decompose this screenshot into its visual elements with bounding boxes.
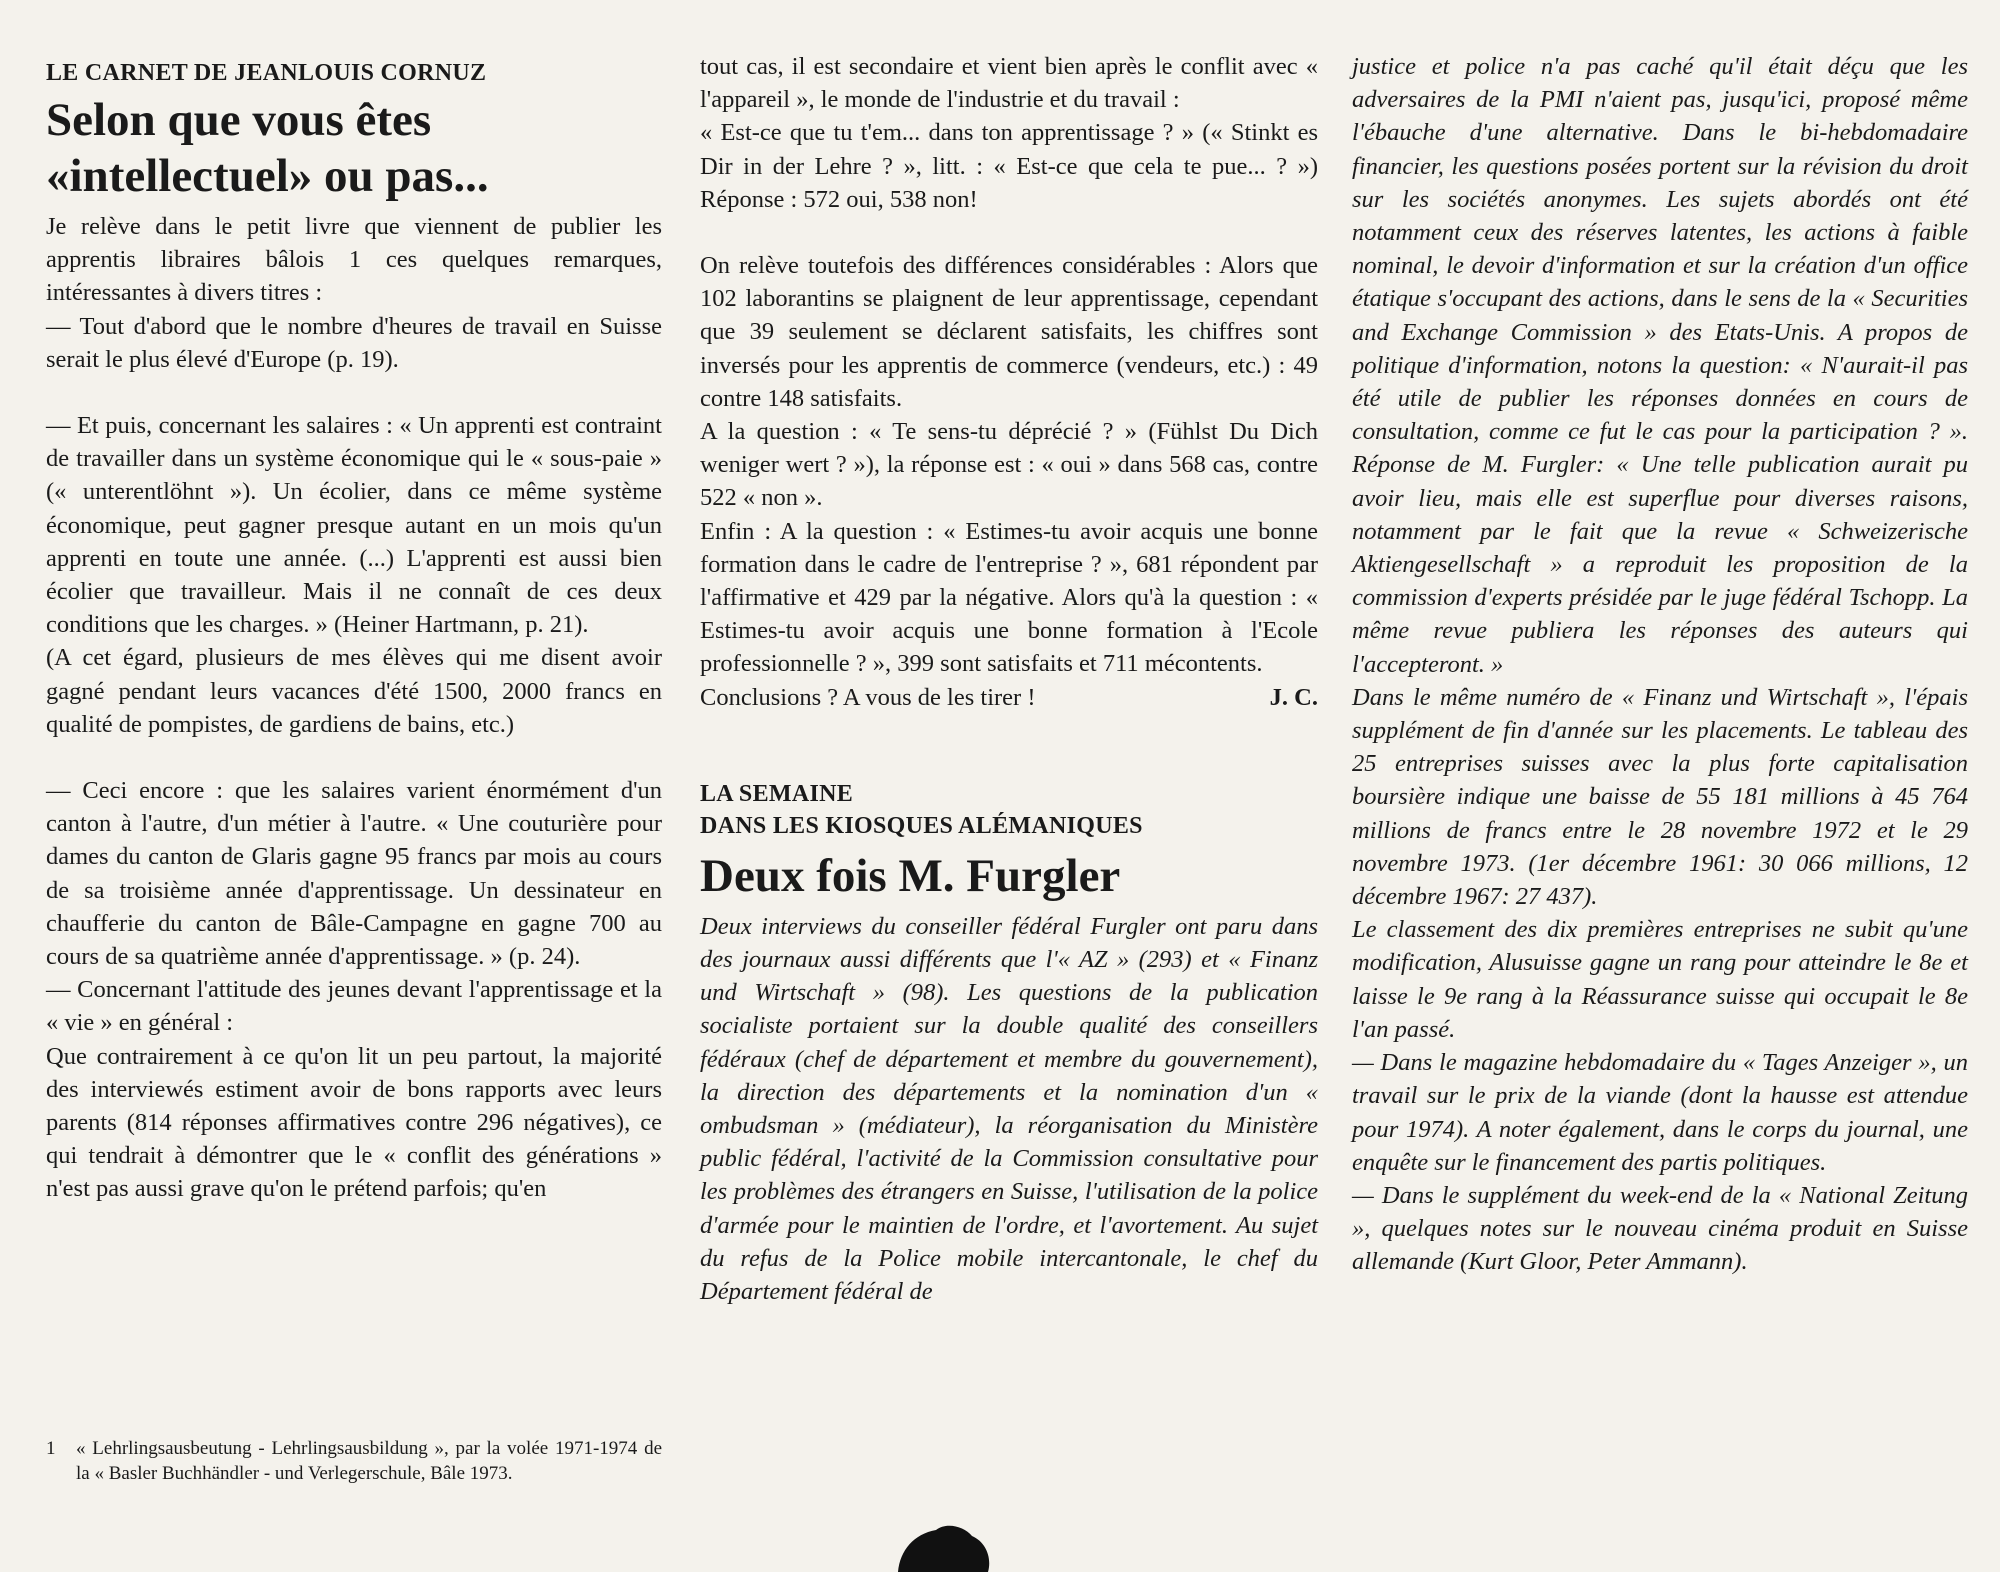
headline-line-1: Selon que vous êtes bbox=[46, 94, 432, 146]
column-1 bbox=[46, 50, 662, 1206]
article-headline bbox=[46, 92, 662, 204]
article-kicker: LE CARNET DE JEANLOUIS CORNUZ bbox=[46, 60, 487, 86]
paragraph: Que contrairement à ce qu'on lit un peu partout, la majorité des interviewés estiment avoir de bons rapports avec leurs parents (814 réponses affirmatives contre 296 négatives), ce qui tendrait à démontrer que le « conflit des générations » n'est pas aussi grave qu'on le prétend parfois; qu'en bbox=[46, 1042, 662, 1203]
article-body bbox=[700, 910, 1318, 1308]
ink-blot-icon bbox=[880, 1520, 1000, 1572]
paragraph: Dans le même numéro de « Finanz und Wirtschaft », l'épais supplément de fin d'année sur les placements. Le tableau des 25 entreprises suisses avec la plus forte capitalisation boursière indique une baisse de 55 181 millions à 45 764 millions de francs entre le 28 novembre 1972 et le 29 novembre 1973. (1er décembre 1961: 30 066 millions, 12 décembre 1967: 27 437). bbox=[1352, 683, 1968, 911]
article-kicker bbox=[700, 778, 1318, 842]
paragraph: « Est-ce que tu t'em... dans ton apprentissage ? » (« Stinkt es Dir in der Lehre ? », litt. : « Est-ce que cela te pue... ? ») Réponse : 572 oui, 538 non! bbox=[700, 119, 1318, 213]
paragraph: Enfin : A la question : « Estimes-tu avoir acquis une bonne formation dans le cadre de l'entreprise ? », 681 répondent par l'affirmative et 429 par la négative. Alors qu'à la question : « Estimes-tu avoir acquis une bonne formation à l'Ecole professionnelle ? », 399 sont satisfaits et 711 mécontents. bbox=[700, 517, 1318, 678]
paragraph: A la question : « Te sens-tu déprécié ? » (Fühlst Du Dich weniger wert ? »), la réponse est : « oui » dans 568 cas, contre 522 « non ». bbox=[700, 418, 1318, 512]
author-signature: J. C. bbox=[1269, 683, 1318, 711]
paragraph: justice et police n'a pas caché qu'il était déçu que les adversaires de la PMI n'aient pas, jusqu'ici, proposé même l'ébauche d'une alternative. Dans le bi-hebdomadaire financier, les questions posées portent sur la révision du droit sur les sociétés anonymes. Les sujets abordés ont été notamment ceux des réserves latentes, les actions à faible nominal, le devoir d'information et sur la création d'un office étatique s'occupant des actions, dans le sens de la « Securities and Exchange Commission » des Etats-Unis. A propos de politique d'information, notons la question: « N'aurait-il pas été utile de publier les réponses données en cours de consultation, comme ce fut le cas pour la participation ? ». Réponse de M. Furgler: « Une telle publication aurait pu avoir lieu, mais elle est superflue pour diverses raisons, notamment par le fait que la revue « Schweizerische Aktiengesellschaft » a reproduit les proposition de la commission d'experts présidée par le juge fédéral Tschopp. La même revue publiera les réponses des auteurs qui l'accepteront. » bbox=[1352, 53, 1968, 678]
paragraph: — Et puis, concernant les salaires : « Un apprenti est contraint de travailler dans un système économique qui le « sous-paie » (« unterentlöhnt »). Un écolier, dans ce même système économique, peut gagner presque autant en un mois qu'un apprenti en toute une année. (...) L'apprenti est aussi bien écolier que travailleur. Mais il ne connaît de ces deux conditions que les charges. » (Heiner Hartmann, p. 21). bbox=[46, 412, 662, 639]
paragraph: On relève toutefois des différences considérables : Alors que 102 laborantins se plaignent de leur apprentissage, cependant que 39 seulement se déclarent satisfaits, les chiffres sont inversés pour les apprentis de commerce (vendeurs, etc.) : 49 contre 148 satisfaits. bbox=[700, 252, 1318, 412]
headline-line-2: «intellectuel» ou pas... bbox=[46, 150, 489, 202]
paragraph: Deux interviews du conseiller fédéral Furgler ont paru dans des journaux aussi différents que l'« AZ » (293) et « Finanz und Wirtschaft » (98). Les questions de la publication socialiste portaient sur la double qualité des conseillers fédéraux (chef de département et membre du gouvernement), la direction des départements et la nomination d'un « ombudsman » (médiateur), la réorganisation du Ministère public fédéral, l'activité de la Commission consultative pour les problèmes des étrangers en Suisse, l'utilisation de la police d'armée pour le maintien de l'ordre, et l'avortement. Au sujet du refus de la Police mobile intercantonale, le chef du Département fédéral de bbox=[700, 912, 1318, 1306]
paragraph: (A cet égard, plusieurs de mes élèves qui me disent avoir gagné pendant leurs vacances d'été 1500, 2000 francs en qualité de pompistes, de gardiens de bains, etc.) bbox=[46, 644, 662, 738]
paragraph: — Dans le magazine hebdomadaire du « Tages Anzeiger », un travail sur le prix de la viande (dont la hausse est attendue pour 1974). A noter également, dans le corps du journal, une enquête sur le financement des partis politiques. bbox=[1352, 1049, 1968, 1176]
footnote-number: 1 bbox=[46, 1438, 56, 1459]
paragraph: — Dans le supplément du week-end de la « National Zeitung », quelques notes sur le nouveau cinéma produit en Suisse allemande (Kurt Gloor, Peter Ammann). bbox=[1352, 1181, 1968, 1276]
paragraph: — Ceci encore : que les salaires varient énormément d'un canton à l'autre, d'un métier à l'autre. « Une couturière pour dames du canton de Glaris gagne 95 francs par mois au cours de sa troisième année d'apprentissage. Un dessinateur en chaufferie du canton de Bâle-Campagne en gagne 700 au cours de sa quatrième année d'apprentissage. » (p. 24). bbox=[46, 777, 662, 971]
paragraph: Le classement des dix premières entreprises ne subit qu'une modification, Alusuisse gagne un rang pour atteindre le 8e et laisse le 9e rang à la Réassurance suisse qui occupait le 8e l'an passé. bbox=[1352, 916, 1968, 1043]
column-2 bbox=[700, 50, 1318, 1308]
signoff bbox=[700, 681, 1318, 714]
paragraph: — Concernant l'attitude des jeunes devant l'apprentissage et la « vie » en général : bbox=[46, 976, 662, 1037]
kicker-line-2: DANS LES KIOSQUES ALÉMANIQUES bbox=[700, 812, 1143, 839]
paragraph: — Tout d'abord que le nombre d'heures de travail en Suisse serait le plus élevé d'Europe (p. 19). bbox=[46, 312, 662, 373]
footnote-text: « Lehrlingsausbeutung - Lehrlingsausbildung », par la volée 1971-1974 de la « Basler Buchhändler - und Verlegerschule, Bâle 1973. bbox=[76, 1438, 662, 1484]
kicker-line-1: LA SEMAINE bbox=[700, 780, 854, 807]
footnote bbox=[46, 1436, 662, 1486]
column-3 bbox=[1352, 50, 1968, 1279]
paragraph: Je relève dans le petit livre que viennent de publier les apprentis libraires bâlois 1 ces quelques remarques, intéressantes à divers titres : bbox=[46, 213, 662, 307]
paragraph: tout cas, il est secondaire et vient bien après le conflit avec « l'appareil », le monde de l'industrie et du travail : bbox=[700, 53, 1318, 114]
conclusion-line: Conclusions ? A vous de les tirer ! bbox=[700, 683, 1036, 711]
article-headline: Deux fois M. Furgler bbox=[700, 849, 1121, 902]
